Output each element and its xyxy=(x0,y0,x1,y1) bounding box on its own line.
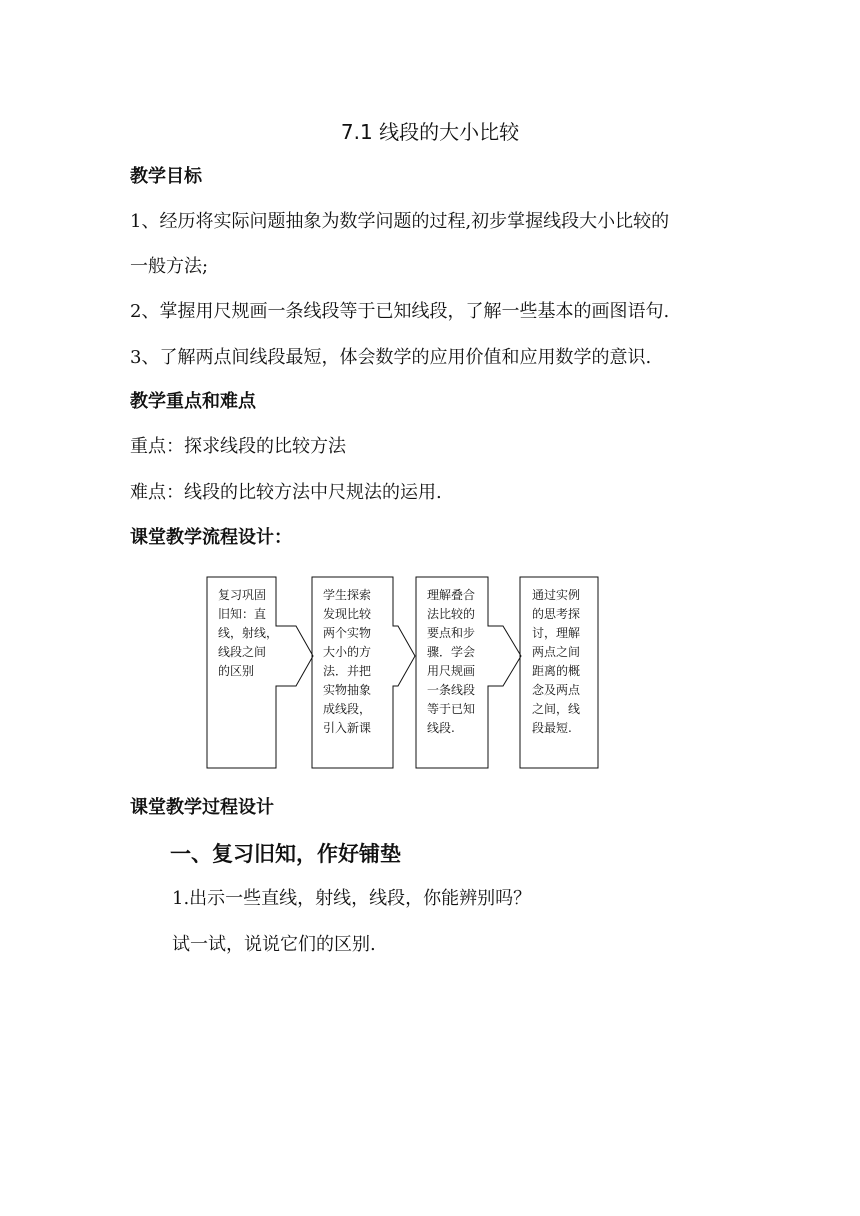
goal-1-line-1: 1、经历将实际问题抽象为数学问题的过程,初步掌握线段大小比较的 xyxy=(130,211,670,232)
goal-3: 3、了解两点间线段最短，体会数学的应用价值和应用数学的意识. xyxy=(130,347,652,368)
page-title: 7.1 线段的大小比较 xyxy=(340,120,520,144)
section-1-heading: 一、复习旧知，作好铺垫 xyxy=(170,842,401,866)
difficulty-point: 难点：线段的比较方法中尺规法的运用. xyxy=(130,482,442,503)
heading-goals: 教学目标 xyxy=(130,166,202,187)
heading-process: 课堂教学过程设计 xyxy=(130,797,274,818)
heading-flow: 课堂教学流程设计： xyxy=(130,527,292,548)
question-1-follow: 试一试，说说它们的区别. xyxy=(172,934,376,955)
goal-2: 2、掌握用尺规画一条线段等于已知线段，了解一些基本的画图语句. xyxy=(130,301,670,322)
flow-box-4-text: 通过实例 的思考探 讨，理解 两点之间 距离的概 念及两点 之间，线 段最短. xyxy=(532,588,581,735)
flow-box-1-text: 复习巩固 旧知：直 线，射线， 线段之间 的区别 xyxy=(218,588,279,678)
question-1: 1.出示一些直线，射线，线段，你能辨别吗？ xyxy=(172,888,532,909)
goal-1-line-2: 一般方法; xyxy=(130,256,209,277)
flow-box-3-text: 理解叠合 法比较的 要点和步 骤．学会 用尺规画 一条线段 等于已知 线段. xyxy=(427,588,476,735)
key-point: 重点：探求线段的比较方法 xyxy=(130,436,346,457)
heading-keypoints: 教学重点和难点 xyxy=(130,391,256,412)
flow-box-2-text: 学生探索 发现比较 两个实物 大小的方 法．并把 实物抽象 成线段， 引入新课 xyxy=(323,588,372,735)
